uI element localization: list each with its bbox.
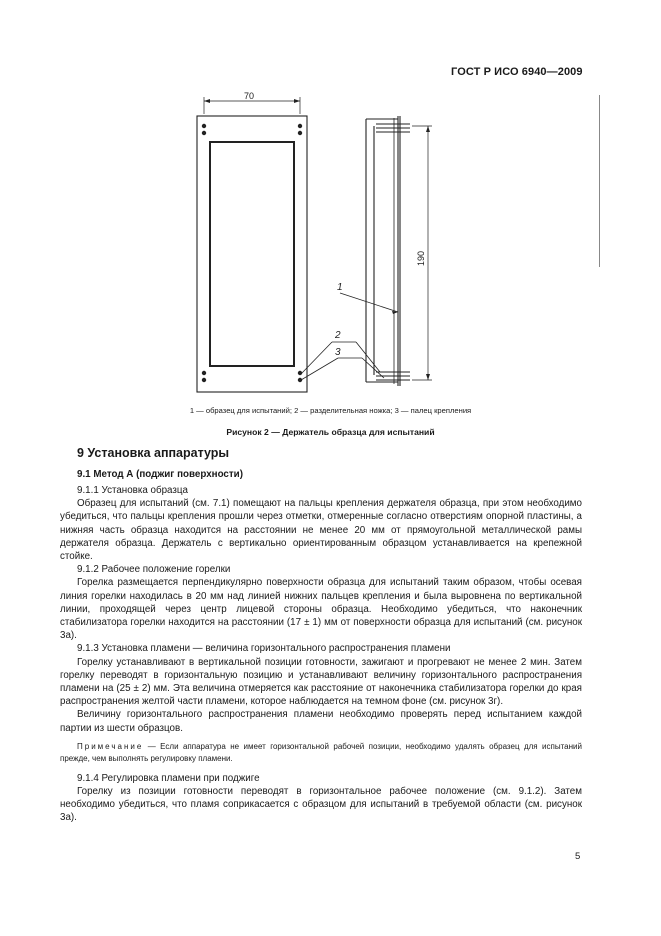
subsection-heading: 9.1 Метод А (поджиг поверхности) [77, 469, 243, 480]
page-number: 5 [575, 851, 581, 862]
clause-9-1-3-title: 9.1.3 Установка пламени — величина горизонтального распространения пламени [77, 643, 451, 655]
clause-9-1-2-text: Горелка размещается перпендикулярно поверхности образца для испытаний таким образом, чтобы осевая линия горелки находилась в 20 мм над линией нижних пальцев крепления и была выровнена по вертикальной линии, проходящей через центр лицевой стороны образца. Необходимо убедиться, что наконечник стабилизатора горелки находится на расстоянии (17 ± 1) мм от поверхности образца для испытаний (см. рисунок 3а). [60, 577, 582, 642]
figure-legend: 1 — образец для испытаний; 2 — разделительная ножка; 3 — палец крепления [189, 406, 472, 415]
margin-rule [599, 95, 600, 267]
body-text [60, 484, 582, 824]
leader-1 [340, 293, 398, 312]
holder-frame-outer [197, 116, 307, 392]
dim-width-label: 70 [244, 91, 255, 101]
note-label: Примечание [77, 741, 144, 751]
callout-2: 2 [335, 330, 341, 341]
figure-caption: Рисунок 2 — Держатель образца для испытаний [226, 427, 435, 437]
clause-9-1-1-text: Образец для испытаний (см. 7.1) помещают на пальцы крепления держателя образца, при этом необходимо убедиться, что пальцы крепления прошли через отметки, отмеренные согласно отверстиям опорной пластины, а нижняя часть образца находится на расстоянии не менее 20 мм от прямоугольной металлической рамы держателя образца. Держатель с вертикально ориентированным образцом устанавливается на крепежной стойке. [60, 498, 582, 563]
callout-1: 1 [337, 282, 343, 293]
front-view [197, 97, 338, 392]
note [60, 741, 582, 766]
clause-9-1-3-text-1: Горелку устанавливают в вертикальной позиции готовности, зажигают и прогревают не менее 2 мин. Затем горелку переводят в горизонтальную позицию и устанавливают величину горизонтального распространения пламени на (25 ± 2) мм. Эта величина отмеряется как расстояние от наконечника стабилизатора горелки до края распространения желтой части пламени, которое наблюдается на темном фоне (см. рисунок 3г). [60, 656, 582, 708]
callout-3: 3 [335, 347, 341, 358]
section-heading: 9 Установка аппаратуры [77, 446, 230, 460]
clause-9-1-2-title: 9.1.2 Рабочее положение горелки [77, 564, 231, 576]
clause-9-1-1-title: 9.1.1 Установка образца [77, 485, 188, 496]
mounting-pins [202, 124, 302, 382]
note-text: — Если аппаратура не имеет горизонтальной рабочей позиции, необходимо удалять образец для испытаний прежде, чем выполнять регулировку пламени. [60, 741, 582, 764]
dim-height-label: 190 [416, 250, 426, 266]
document-code: ГОСТ Р ИСО 6940—2009 [451, 66, 583, 78]
leader-3 [362, 358, 384, 378]
holder-frame-window [210, 142, 294, 366]
clause-9-1-4-title: 9.1.4 Регулировка пламени при поджиге [77, 772, 260, 784]
clause-9-1-3-text-2: Величину горизонтального распространения пламени необходимо проверять перед испытанием каждой партии из шести образцов. [60, 709, 582, 734]
leader-2 [356, 342, 380, 372]
specimen-holder-drawing [180, 86, 450, 396]
clause-9-1-4-text: Горелку из позиции готовности переводят в горизонтальное рабочее положение (см. 9.1.2). Затем необходимо убедиться, что пламя соприкасается с образцом для испытаний в требуемой области (см. рисунок 3а). [60, 785, 582, 824]
